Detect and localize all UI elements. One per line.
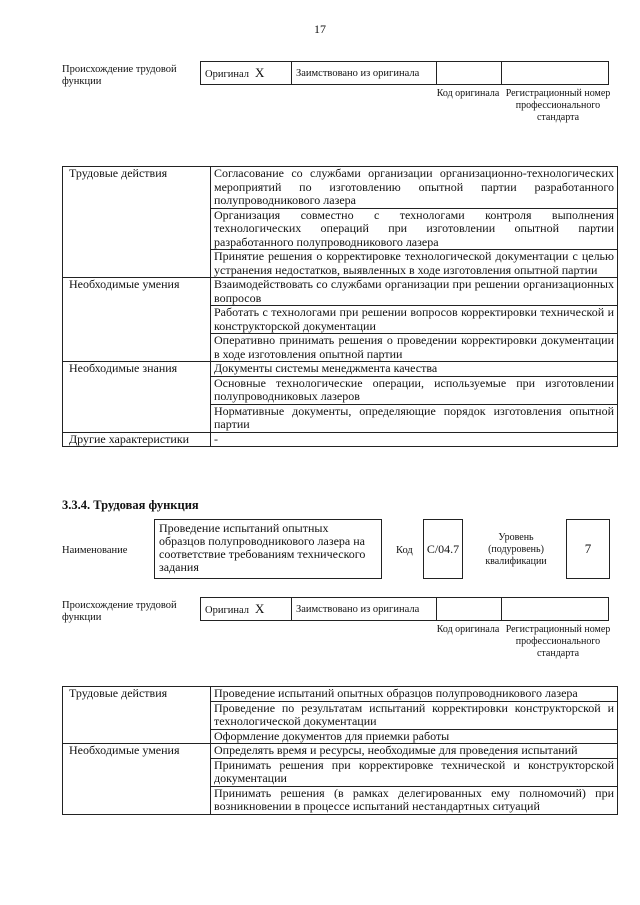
- borrowed-label: Заимствовано из оригинала: [296, 67, 420, 79]
- cell-text: Организация совместно с технологами контроля выполнения технологических операций при изготовлении опытной партии разработанного полупроводникового лазера: [214, 207, 614, 249]
- row-heading: Необходимые знания: [63, 362, 211, 433]
- table-cell: [211, 432, 618, 447]
- cell-text: Нормативные документы, определяющие порядок изготовления опытной партии: [214, 403, 614, 431]
- registration-number-caption-2: Регистрационный номер профессионального стандарта: [505, 624, 611, 659]
- table-cell: [211, 376, 618, 404]
- labor-function-table-1: [62, 166, 618, 447]
- table-row: [63, 362, 618, 377]
- cell-text: Работать с технологами при решении вопросов корректировки технической и конструкторской документации: [214, 305, 614, 333]
- table-cell: [211, 306, 618, 334]
- table-cell: [211, 208, 618, 250]
- origin-table: [200, 61, 609, 85]
- cell-text: Проведение испытаний опытных образцов полупроводникового лазера: [214, 686, 578, 700]
- table-row: [63, 687, 618, 702]
- table-cell: [211, 758, 618, 786]
- table-cell: [211, 404, 618, 432]
- origin-table-2: [200, 597, 609, 621]
- registration-number-caption: Регистрационный номер профессионального стандарта: [505, 88, 611, 123]
- original-label-2: Оригинал: [205, 605, 249, 616]
- table-cell: [211, 362, 618, 377]
- row-heading: Другие характеристики: [63, 432, 211, 447]
- borrowed-cell: [292, 62, 437, 85]
- origin-label-2: Происхождение трудовой функции: [62, 600, 177, 623]
- cell-text: Принимать решения при корректировке технической и конструкторской документации: [214, 757, 614, 785]
- original-code-caption-2: Код оригинала: [436, 624, 500, 635]
- original-mark-2: X: [255, 601, 265, 616]
- original-cell: [201, 62, 292, 85]
- row-heading: Трудовые действия: [63, 687, 211, 744]
- code-box: [423, 519, 463, 579]
- cell-text: Оперативно принимать решения о проведении корректировки документации в ходе изготовления опытной партии: [214, 333, 614, 361]
- table-cell: [211, 250, 618, 278]
- cell-text: Принимать решения (в рамках делегированных ему полномочий) при возникновении в процессе испытаний нестандартных ситуаций: [214, 785, 614, 813]
- row-heading: Трудовые действия: [63, 167, 211, 278]
- row-heading: Необходимые умения: [63, 278, 211, 362]
- borrowed-label-2: Заимствовано из оригинала: [296, 603, 420, 615]
- table-cell: [211, 167, 618, 209]
- original-mark: X: [255, 65, 265, 80]
- row-heading: Необходимые умения: [63, 744, 211, 815]
- cell-text: Согласование со службами организации организационно-технологических мероприятий по изготовлению опытной партии разработанного полупроводникового лазера: [214, 166, 614, 207]
- original-code-cell: [437, 62, 502, 85]
- table-cell: [211, 729, 618, 744]
- table-cell: [211, 786, 618, 814]
- original-code-cell-2: [437, 598, 502, 621]
- table-cell: [211, 278, 618, 306]
- registration-number-cell: [502, 62, 609, 85]
- code-value: C/04.7: [426, 541, 460, 556]
- qualification-level-label: Уровень (подуровень) квалификации: [485, 532, 547, 567]
- table-row: [63, 167, 618, 209]
- function-name-value: Проведение испытаний опытных образцов полупроводникового лазера на соответствие требованиям технического задания: [159, 521, 366, 574]
- original-code-caption: Код оригинала: [436, 88, 500, 99]
- name-label: Наименование: [62, 545, 128, 556]
- origin-label: Происхождение трудовой функции: [62, 64, 177, 87]
- original-label: Оригинал: [205, 69, 249, 80]
- function-name-box: [154, 519, 382, 579]
- borrowed-cell-2: [292, 598, 437, 621]
- table-cell: [211, 687, 618, 702]
- registration-number-cell-2: [502, 598, 609, 621]
- original-cell-2: [201, 598, 292, 621]
- table-cell: [211, 701, 618, 729]
- cell-text: Принятие решения о корректировке технологической документации с целью устранения недостатков, выявленных в ходе изготовления опытной партии: [214, 249, 614, 277]
- table-row: [63, 432, 618, 447]
- cell-text: Определять время и ресурсы, необходимые для проведения испытаний: [214, 743, 578, 757]
- table-row: [63, 278, 618, 306]
- labor-function-table-2: [62, 686, 618, 815]
- cell-text: Документы системы менеджмента качества: [214, 361, 438, 375]
- page-number: 17: [314, 22, 326, 36]
- section-title: 3.3.4. Трудовая функция: [62, 498, 199, 512]
- cell-text: -: [214, 431, 218, 446]
- table-cell: [211, 744, 618, 759]
- cell-text: Проведение по результатам испытаний корректировки конструкторской и технологической документации: [214, 700, 614, 728]
- code-label: Код: [396, 545, 413, 556]
- cell-text: Основные технологические операции, используемые при изготовлении полупроводниковых лазеров: [214, 375, 614, 403]
- table-row: [63, 744, 618, 759]
- level-box: [566, 519, 610, 579]
- cell-text: Оформление документов для приемки работы: [214, 728, 450, 743]
- table-cell: [211, 334, 618, 362]
- level-value: 7: [584, 541, 592, 556]
- cell-text: Взаимодействовать со службами организации при решении организационных вопросов: [214, 277, 614, 305]
